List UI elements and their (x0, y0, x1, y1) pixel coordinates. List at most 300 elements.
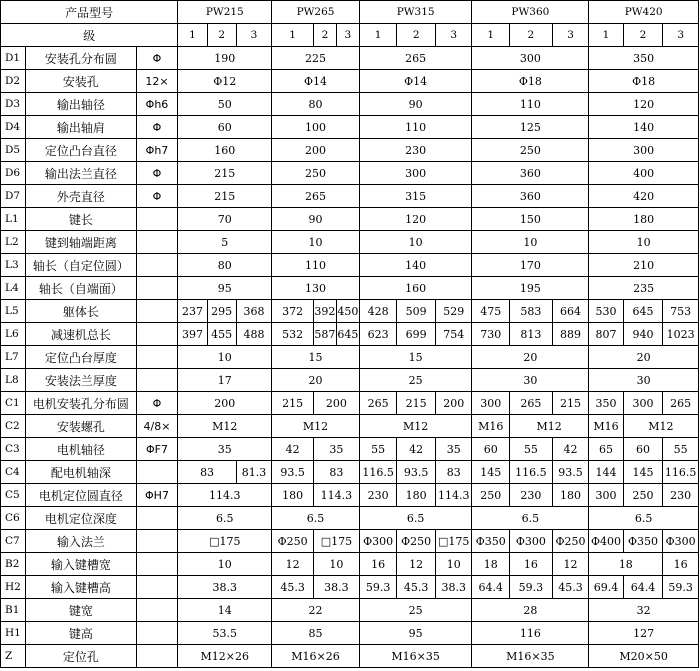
row-symbol (136, 530, 178, 553)
value-cell: 215 (272, 392, 314, 415)
row-code: C1 (1, 392, 26, 415)
value-cell: □175 (313, 530, 359, 553)
grade-cell: 2 (623, 24, 663, 47)
value-cell: 200 (178, 392, 272, 415)
spec-row (1, 162, 699, 185)
grade-cell: 3 (663, 24, 699, 47)
spec-row (1, 622, 699, 645)
value-cell: 20 (472, 346, 589, 369)
model-header: PW360 (472, 1, 589, 24)
value-cell: 230 (663, 484, 699, 507)
row-symbol: Φ (136, 47, 178, 70)
value-cell: 116 (472, 622, 589, 645)
value-cell: 360 (472, 185, 589, 208)
model-header: PW420 (589, 1, 699, 24)
spec-row (1, 139, 699, 162)
value-cell: 455 (207, 323, 236, 346)
value-cell: 80 (272, 93, 360, 116)
row-symbol (136, 645, 178, 668)
grade-cell: 3 (552, 24, 589, 47)
value-cell: 130 (272, 277, 360, 300)
value-cell: 60 (178, 116, 272, 139)
value-cell: 230 (359, 139, 472, 162)
row-name: 输入键槽高 (26, 576, 137, 599)
value-cell: 300 (472, 392, 510, 415)
value-cell: M20×50 (589, 645, 699, 668)
row-symbol (136, 346, 178, 369)
spec-row (1, 645, 699, 668)
value-cell: Φ14 (359, 70, 472, 93)
value-cell: 38.3 (435, 576, 472, 599)
value-cell: 180 (397, 484, 436, 507)
row-name: 输出轴径 (26, 93, 137, 116)
value-cell: 730 (472, 323, 510, 346)
value-cell: 368 (236, 300, 271, 323)
spec-row (1, 553, 699, 576)
value-cell: 889 (552, 323, 589, 346)
value-cell: M12 (272, 415, 360, 438)
spec-row (1, 530, 699, 553)
row-symbol (136, 277, 178, 300)
row-code: L6 (1, 323, 26, 346)
value-cell: 30 (589, 369, 699, 392)
row-name: 轴长（自端面） (26, 277, 137, 300)
value-cell: 195 (472, 277, 589, 300)
spec-row (1, 507, 699, 530)
value-cell: 42 (552, 438, 589, 461)
spec-row (1, 70, 699, 93)
value-cell: 20 (589, 346, 699, 369)
row-code: H1 (1, 622, 26, 645)
row-name: 躯体长 (26, 300, 137, 323)
value-cell: 265 (272, 185, 360, 208)
value-cell: 59.3 (663, 576, 699, 599)
row-symbol: Φh7 (136, 139, 178, 162)
value-cell: 230 (359, 484, 397, 507)
row-name: 输出法兰直径 (26, 162, 137, 185)
spec-row (1, 576, 699, 599)
value-cell: 623 (359, 323, 397, 346)
value-cell: 35 (435, 438, 472, 461)
value-cell: 180 (272, 484, 314, 507)
value-cell: 1023 (663, 323, 699, 346)
value-cell: 295 (207, 300, 236, 323)
header-row-models (1, 1, 699, 24)
row-code: D2 (1, 70, 26, 93)
value-cell: 114.3 (178, 484, 272, 507)
grade-cell: 3 (435, 24, 472, 47)
value-cell: 210 (589, 254, 699, 277)
value-cell: 230 (510, 484, 553, 507)
value-cell: 300 (359, 162, 472, 185)
value-cell: 120 (589, 93, 699, 116)
value-cell: 12 (397, 553, 436, 576)
value-cell: 237 (178, 300, 207, 323)
value-cell: 753 (663, 300, 699, 323)
value-cell: 10 (178, 346, 272, 369)
row-name: 电机轴径 (26, 438, 137, 461)
value-cell: 350 (589, 392, 623, 415)
spec-row (1, 461, 699, 484)
value-cell: Φ12 (178, 70, 272, 93)
grade-cell: 2 (207, 24, 236, 47)
value-cell: 16 (510, 553, 553, 576)
row-code: C3 (1, 438, 26, 461)
value-cell: 250 (272, 162, 360, 185)
value-cell: 150 (472, 208, 589, 231)
value-cell: Φ350 (623, 530, 663, 553)
row-code: D4 (1, 116, 26, 139)
row-symbol (136, 622, 178, 645)
value-cell: M12 (623, 415, 698, 438)
row-code: C6 (1, 507, 26, 530)
grade-cell: 1 (472, 24, 510, 47)
value-cell: 18 (472, 553, 510, 576)
row-symbol (136, 461, 178, 484)
value-cell: 645 (623, 300, 663, 323)
row-code: L2 (1, 231, 26, 254)
value-cell: 180 (589, 208, 699, 231)
value-cell: 265 (663, 392, 699, 415)
value-cell: 215 (552, 392, 589, 415)
value-cell: Φ300 (359, 530, 397, 553)
value-cell: 83 (178, 461, 236, 484)
row-code: H2 (1, 576, 26, 599)
value-cell: 116.5 (359, 461, 397, 484)
spec-row (1, 208, 699, 231)
value-cell: 116.5 (510, 461, 553, 484)
row-code: L5 (1, 300, 26, 323)
grade-cell: 1 (589, 24, 623, 47)
value-cell: 144 (589, 461, 623, 484)
row-code: L1 (1, 208, 26, 231)
value-cell: 475 (472, 300, 510, 323)
value-cell: 55 (359, 438, 397, 461)
spec-row (1, 346, 699, 369)
value-cell: 93.5 (397, 461, 436, 484)
value-cell: 60 (472, 438, 510, 461)
value-cell: Φ350 (472, 530, 510, 553)
value-cell: 530 (589, 300, 623, 323)
row-symbol (136, 208, 178, 231)
header-row-grades (1, 24, 699, 47)
row-name: 轴长（自定位圆） (26, 254, 137, 277)
value-cell: M12 (178, 415, 272, 438)
spec-row (1, 254, 699, 277)
value-cell: 100 (272, 116, 360, 139)
value-cell: 127 (589, 622, 699, 645)
row-symbol (136, 599, 178, 622)
spec-row (1, 599, 699, 622)
value-cell: 16 (663, 553, 699, 576)
value-cell: 372 (272, 300, 314, 323)
value-cell: Φ400 (589, 530, 623, 553)
spec-row (1, 484, 699, 507)
row-name: 安装法兰厚度 (26, 369, 137, 392)
value-cell: 532 (272, 323, 314, 346)
value-cell: 93.5 (552, 461, 589, 484)
value-cell: 235 (589, 277, 699, 300)
row-code: C7 (1, 530, 26, 553)
row-symbol: ΦH7 (136, 484, 178, 507)
value-cell: 59.3 (510, 576, 553, 599)
value-cell: 110 (359, 116, 472, 139)
value-cell: Φ250 (272, 530, 314, 553)
spec-row (1, 300, 699, 323)
row-code: L7 (1, 346, 26, 369)
value-cell: Φ18 (589, 70, 699, 93)
value-cell: 18 (589, 553, 663, 576)
value-cell: □175 (435, 530, 472, 553)
spec-row (1, 415, 699, 438)
value-cell: Φ250 (397, 530, 436, 553)
value-cell: 30 (472, 369, 589, 392)
row-symbol: Φh6 (136, 93, 178, 116)
value-cell: M12 (359, 415, 472, 438)
row-name: 安装螺孔 (26, 415, 137, 438)
row-name: 定位凸台厚度 (26, 346, 137, 369)
value-cell: 645 (336, 323, 359, 346)
spec-row (1, 93, 699, 116)
value-cell: 6.5 (589, 507, 699, 530)
value-cell: 300 (589, 484, 623, 507)
row-name: 键宽 (26, 599, 137, 622)
value-cell: Φ300 (510, 530, 553, 553)
row-code: C5 (1, 484, 26, 507)
value-cell: 6.5 (359, 507, 472, 530)
value-cell: 125 (472, 116, 589, 139)
value-cell: 145 (623, 461, 663, 484)
value-cell: 488 (236, 323, 271, 346)
model-header: PW315 (359, 1, 472, 24)
row-code: L3 (1, 254, 26, 277)
grade-cell: 2 (397, 24, 436, 47)
value-cell: 5 (178, 231, 272, 254)
row-symbol (136, 323, 178, 346)
value-cell: 180 (552, 484, 589, 507)
row-symbol: Φ (136, 162, 178, 185)
grade-cell: 1 (272, 24, 314, 47)
value-cell: 400 (589, 162, 699, 185)
value-cell: 360 (472, 162, 589, 185)
row-code: B1 (1, 599, 26, 622)
value-cell: 114.3 (313, 484, 359, 507)
spec-table-body (1, 1, 699, 668)
value-cell: 65 (589, 438, 623, 461)
value-cell: 699 (397, 323, 436, 346)
value-cell: Φ14 (272, 70, 360, 93)
value-cell: 28 (472, 599, 589, 622)
grade-cell: 2 (313, 24, 336, 47)
value-cell: 664 (552, 300, 589, 323)
value-cell: 300 (623, 392, 663, 415)
value-cell: 160 (178, 139, 272, 162)
row-name: 定位凸台直径 (26, 139, 137, 162)
value-cell: 35 (313, 438, 359, 461)
value-cell: 250 (472, 139, 589, 162)
value-cell: 93.5 (272, 461, 314, 484)
value-cell: 10 (359, 231, 472, 254)
row-code: L4 (1, 277, 26, 300)
row-symbol (136, 231, 178, 254)
row-code: C2 (1, 415, 26, 438)
value-cell: 813 (510, 323, 553, 346)
row-name: 安装孔分布圆 (26, 47, 137, 70)
value-cell: M16 (589, 415, 623, 438)
value-cell: 25 (359, 599, 472, 622)
value-cell: M12 (510, 415, 589, 438)
row-name: 安装孔 (26, 70, 137, 93)
grade-cell: 2 (510, 24, 553, 47)
value-cell: 38.3 (178, 576, 272, 599)
value-cell: 45.3 (552, 576, 589, 599)
row-symbol (136, 369, 178, 392)
value-cell: M12×26 (178, 645, 272, 668)
value-cell: 420 (589, 185, 699, 208)
spec-row (1, 392, 699, 415)
value-cell: 190 (178, 47, 272, 70)
spec-row (1, 47, 699, 70)
value-cell: 17 (178, 369, 272, 392)
value-cell: 160 (359, 277, 472, 300)
row-name: 配电机轴深 (26, 461, 137, 484)
value-cell: 807 (589, 323, 623, 346)
row-symbol (136, 576, 178, 599)
value-cell: M16×26 (272, 645, 360, 668)
row-name: 外壳直径 (26, 185, 137, 208)
value-cell: 95 (359, 622, 472, 645)
value-cell: 6.5 (272, 507, 360, 530)
row-code: C4 (1, 461, 26, 484)
row-code: D5 (1, 139, 26, 162)
value-cell: 16 (359, 553, 397, 576)
row-name: 电机定位深度 (26, 507, 137, 530)
value-cell: 6.5 (472, 507, 589, 530)
row-name: 减速机总长 (26, 323, 137, 346)
value-cell: 95 (178, 277, 272, 300)
value-cell: 265 (359, 47, 472, 70)
value-cell: 81.3 (236, 461, 271, 484)
value-cell: 509 (397, 300, 436, 323)
value-cell: 59.3 (359, 576, 397, 599)
row-symbol: Φ (136, 392, 178, 415)
row-symbol: 12× (136, 70, 178, 93)
value-cell: 428 (359, 300, 397, 323)
value-cell: 450 (336, 300, 359, 323)
value-cell: 70 (178, 208, 272, 231)
value-cell: 55 (510, 438, 553, 461)
value-cell: 10 (435, 553, 472, 576)
row-code: B2 (1, 553, 26, 576)
spec-row (1, 277, 699, 300)
value-cell: 53.5 (178, 622, 272, 645)
value-cell: 90 (272, 208, 360, 231)
value-cell: 215 (178, 185, 272, 208)
row-name: 输出轴肩 (26, 116, 137, 139)
value-cell: 22 (272, 599, 360, 622)
row-name: 输入法兰 (26, 530, 137, 553)
value-cell: 170 (472, 254, 589, 277)
row-code: D1 (1, 47, 26, 70)
value-cell: Φ300 (663, 530, 699, 553)
value-cell: 20 (272, 369, 360, 392)
value-cell: 120 (359, 208, 472, 231)
value-cell: 32 (589, 599, 699, 622)
value-cell: 10 (272, 231, 360, 254)
row-name: 电机定位圆直径 (26, 484, 137, 507)
value-cell: 50 (178, 93, 272, 116)
value-cell: 300 (472, 47, 589, 70)
value-cell: 392 (313, 300, 336, 323)
grade-cell: 1 (359, 24, 397, 47)
spec-row (1, 185, 699, 208)
row-name: 键到轴端距离 (26, 231, 137, 254)
value-cell: 64.4 (623, 576, 663, 599)
spec-row (1, 323, 699, 346)
row-code: D7 (1, 185, 26, 208)
value-cell: 10 (178, 553, 272, 576)
value-cell: 110 (472, 93, 589, 116)
row-symbol: Φ (136, 185, 178, 208)
value-cell: M16×35 (359, 645, 472, 668)
value-cell: 12 (272, 553, 314, 576)
value-cell: 10 (313, 553, 359, 576)
value-cell: 38.3 (313, 576, 359, 599)
value-cell: 90 (359, 93, 472, 116)
spec-row (1, 369, 699, 392)
value-cell: 42 (397, 438, 436, 461)
grade-label: 级 (1, 24, 178, 47)
row-symbol: 4/8× (136, 415, 178, 438)
value-cell: 15 (359, 346, 472, 369)
value-cell: 350 (589, 47, 699, 70)
value-cell: 529 (435, 300, 472, 323)
value-cell: 114.3 (435, 484, 472, 507)
value-cell: 225 (272, 47, 360, 70)
spec-row (1, 231, 699, 254)
grade-cell: 3 (236, 24, 271, 47)
row-code: D6 (1, 162, 26, 185)
row-symbol (136, 254, 178, 277)
value-cell: □175 (178, 530, 272, 553)
value-cell: 83 (435, 461, 472, 484)
value-cell: 12 (552, 553, 589, 576)
value-cell: 110 (272, 254, 360, 277)
value-cell: 35 (178, 438, 272, 461)
value-cell: 940 (623, 323, 663, 346)
value-cell: 140 (589, 116, 699, 139)
value-cell: 80 (178, 254, 272, 277)
value-cell: 55 (663, 438, 699, 461)
value-cell: 45.3 (397, 576, 436, 599)
value-cell: 145 (472, 461, 510, 484)
value-cell: M16 (472, 415, 510, 438)
value-cell: 315 (359, 185, 472, 208)
value-cell: 250 (472, 484, 510, 507)
value-cell: 200 (313, 392, 359, 415)
grade-cell: 1 (178, 24, 207, 47)
row-symbol (136, 507, 178, 530)
value-cell: 265 (359, 392, 397, 415)
value-cell: 45.3 (272, 576, 314, 599)
value-cell: 583 (510, 300, 553, 323)
row-symbol (136, 300, 178, 323)
value-cell: 85 (272, 622, 360, 645)
grade-cell: 3 (336, 24, 359, 47)
spec-row (1, 438, 699, 461)
product-model-label: 产品型号 (1, 1, 178, 24)
value-cell: 10 (472, 231, 589, 254)
